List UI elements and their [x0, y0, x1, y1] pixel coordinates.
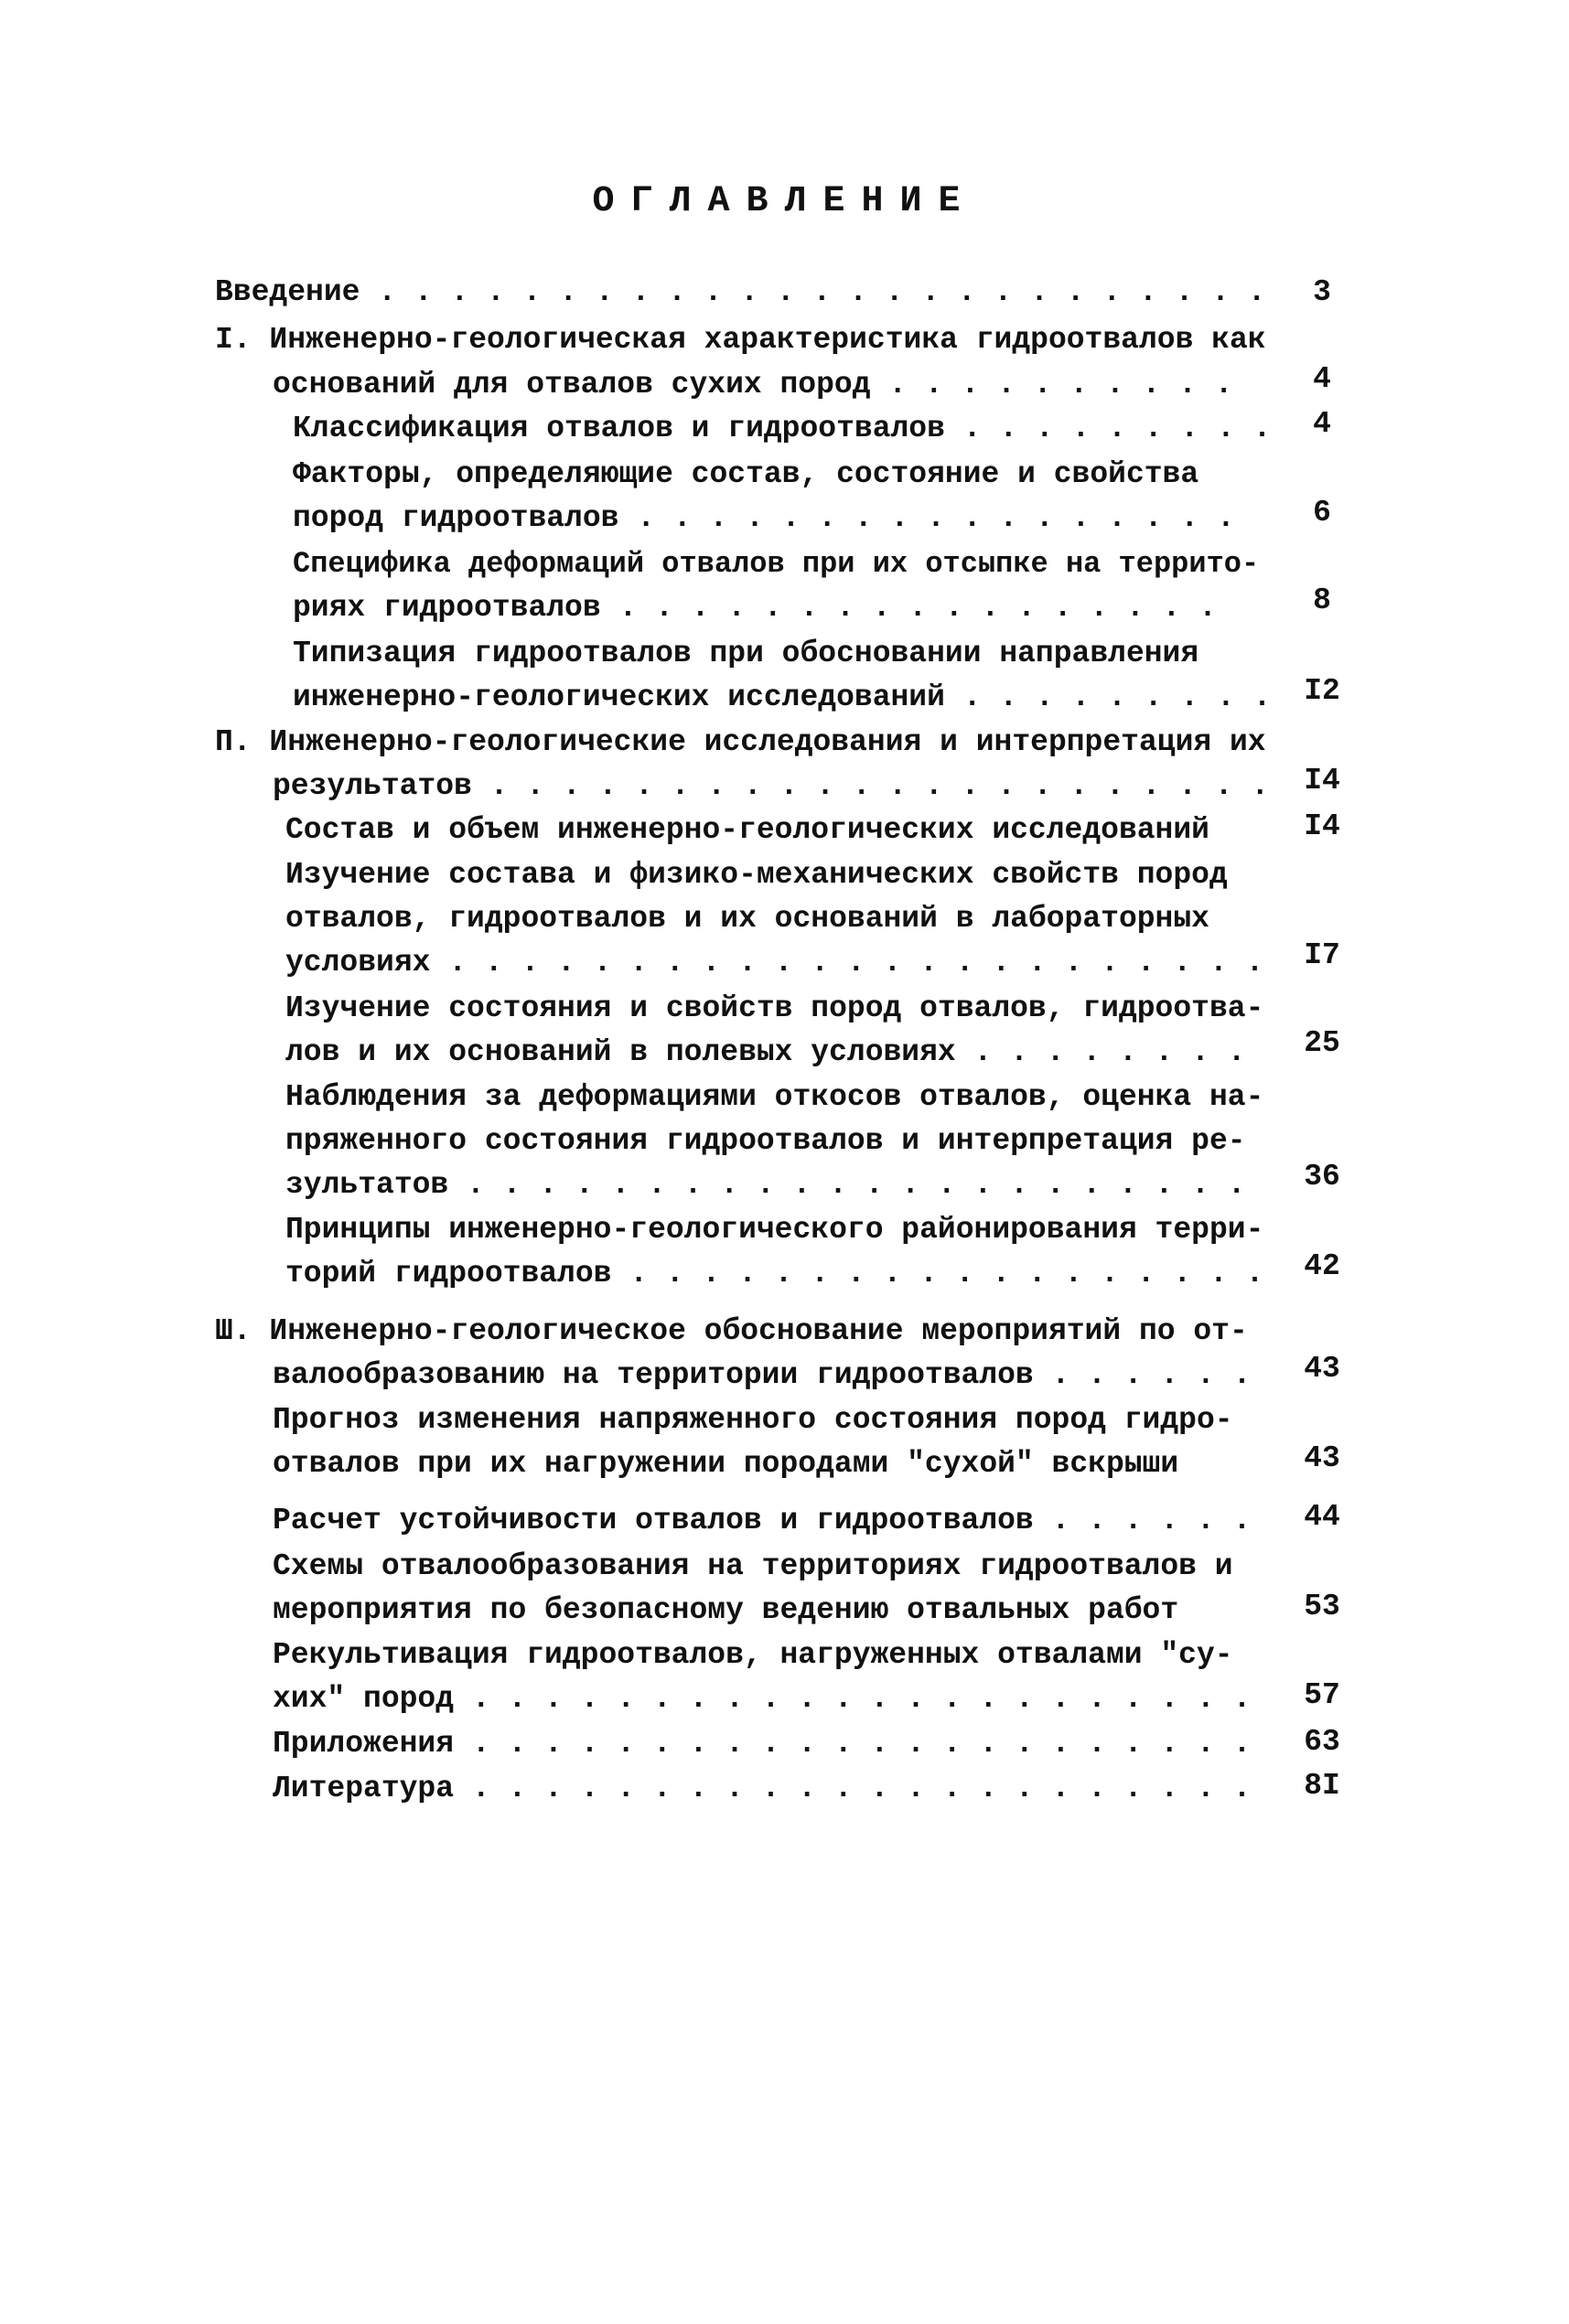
- toc-ch2-s4-line2: пряженного состояния гидроотвалов и интерпретация ре-: [285, 1124, 1246, 1158]
- toc-literature-page: 8I: [1304, 1769, 1340, 1803]
- toc-ch2-line1: П. Инженерно-геологические исследования и интерпретация их: [215, 725, 1266, 759]
- toc-ch2-s5-line1: Принципы инженерно-геологического районирования терри-: [285, 1213, 1264, 1247]
- toc-ch1-s4-page: I2: [1304, 674, 1340, 708]
- toc-intro-page: 3: [1313, 275, 1331, 309]
- toc-ch1-s4-line1: Типизация гидроотвалов при обосновании направления: [293, 637, 1199, 670]
- toc-appendix-page: 63: [1304, 1725, 1340, 1759]
- toc-ch2-s4-page: 36: [1304, 1160, 1340, 1194]
- toc-ch2-s3-line2: лов и их оснований в полевых условиях . . . . . . . .: [285, 1035, 1246, 1069]
- toc-ch1-s3-page: 8: [1313, 584, 1331, 617]
- toc-ch1-s1-text: Классификация отвалов и гидроотвалов . . . . . . . . .: [293, 412, 1272, 445]
- toc-ch3-page: 43: [1304, 1352, 1340, 1386]
- toc-ch1-s2-line1: Факторы, определяющие состав, состояние и свойства: [293, 457, 1199, 491]
- toc-ch3-s4-page: 57: [1304, 1678, 1340, 1712]
- toc-ch3-s2-text: Расчет устойчивости отвалов и гидроотвалов . . . . . .: [273, 1504, 1252, 1537]
- toc-ch1-line1: I. Инженерно-геологическая характеристика гидроотвалов как: [215, 323, 1266, 357]
- toc-ch3-s2-page: 44: [1304, 1500, 1340, 1534]
- toc-ch1-s1-page: 4: [1313, 407, 1331, 441]
- toc-ch1-s3-line1: Специфика деформаций отвалов при их отсыпке на террито-: [293, 547, 1260, 581]
- toc-ch1-line2: оснований для отвалов сухих пород . . . . . . . . . .: [273, 368, 1233, 402]
- toc-ch1-s4-line2: инженерно-геологических исследований . . . . . . . . .: [293, 680, 1272, 714]
- toc-ch1-page: 4: [1313, 362, 1331, 396]
- toc-ch3-s3-line1: Схемы отвалообразования на территориях гидроотвалов и: [273, 1549, 1233, 1583]
- toc-ch3-s3-line2: мероприятия по безопасному ведению отвальных работ: [273, 1593, 1179, 1627]
- toc-ch2-s2-page: I7: [1304, 938, 1340, 972]
- toc-ch2-s5-line2: торий гидроотвалов . . . . . . . . . . . . . . . . . .: [285, 1257, 1264, 1291]
- toc-ch3-line1: Ш. Инженерно-геологическое обоснование мероприятий по от-: [215, 1314, 1248, 1348]
- toc-ch3-s1-line1: Прогноз изменения напряженного состояния пород гидро-: [273, 1403, 1233, 1437]
- toc-ch1-s2-page: 6: [1313, 496, 1331, 530]
- toc-ch2-page: I4: [1304, 764, 1340, 798]
- toc-ch1-s3-line2: риях гидроотвалов . . . . . . . . . . . . . . . . .: [293, 591, 1217, 625]
- toc-ch2-s2-line2: отвалов, гидроотвалов и их оснований в лабораторных: [285, 902, 1209, 936]
- toc-literature-text: Литература . . . . . . . . . . . . . . . . . . . . . .: [273, 1772, 1252, 1805]
- toc-intro-text: Введение . . . . . . . . . . . . . . . . . . . . . . . . .: [215, 275, 1266, 309]
- toc-ch2-s3-line1: Изучение состояния и свойств пород отвалов, гидроотва-: [285, 991, 1264, 1025]
- toc-ch3-s1-line2: отвалов при их нагружении породами "сухой" вскрыши: [273, 1447, 1179, 1481]
- toc-ch2-s5-page: 42: [1304, 1249, 1340, 1283]
- toc-ch3-s1-page: 43: [1304, 1441, 1340, 1475]
- toc-ch3-s3-page: 53: [1304, 1590, 1340, 1623]
- toc-ch1-s2-line2: пород гидроотвалов . . . . . . . . . . . . . . . . .: [293, 501, 1235, 535]
- toc-ch2-s1-text: Состав и объем инженерно-геологических исследований: [285, 813, 1209, 847]
- toc-ch2-line2: результатов . . . . . . . . . . . . . . . . . . . . . .: [273, 769, 1270, 803]
- page-title: ОГЛАВЛЕНИЕ: [592, 181, 977, 222]
- toc-ch2-s1-page: I4: [1304, 809, 1340, 843]
- toc-ch2-s4-line1: Наблюдения за деформациями откосов отвалов, оценка на-: [285, 1080, 1264, 1114]
- toc-ch2-s3-page: 25: [1304, 1026, 1340, 1060]
- toc-ch2-s2-line3: условиях . . . . . . . . . . . . . . . . . . . . . . .: [285, 946, 1264, 980]
- toc-ch3-s4-line2: хих" пород . . . . . . . . . . . . . . . . . . . . . .: [273, 1682, 1252, 1716]
- toc-appendix-text: Приложения . . . . . . . . . . . . . . . . . . . . . .: [273, 1727, 1252, 1761]
- toc-ch3-s4-line1: Рекультивация гидроотвалов, нагруженных отвалами "су-: [273, 1638, 1233, 1672]
- toc-ch2-s4-line3: зультатов . . . . . . . . . . . . . . . . . . . . . .: [285, 1168, 1246, 1202]
- toc-ch2-s2-line1: Изучение состава и физико-механических свойств пород: [285, 858, 1228, 892]
- toc-ch3-line2: валообразованию на территории гидроотвалов . . . . . .: [273, 1358, 1252, 1392]
